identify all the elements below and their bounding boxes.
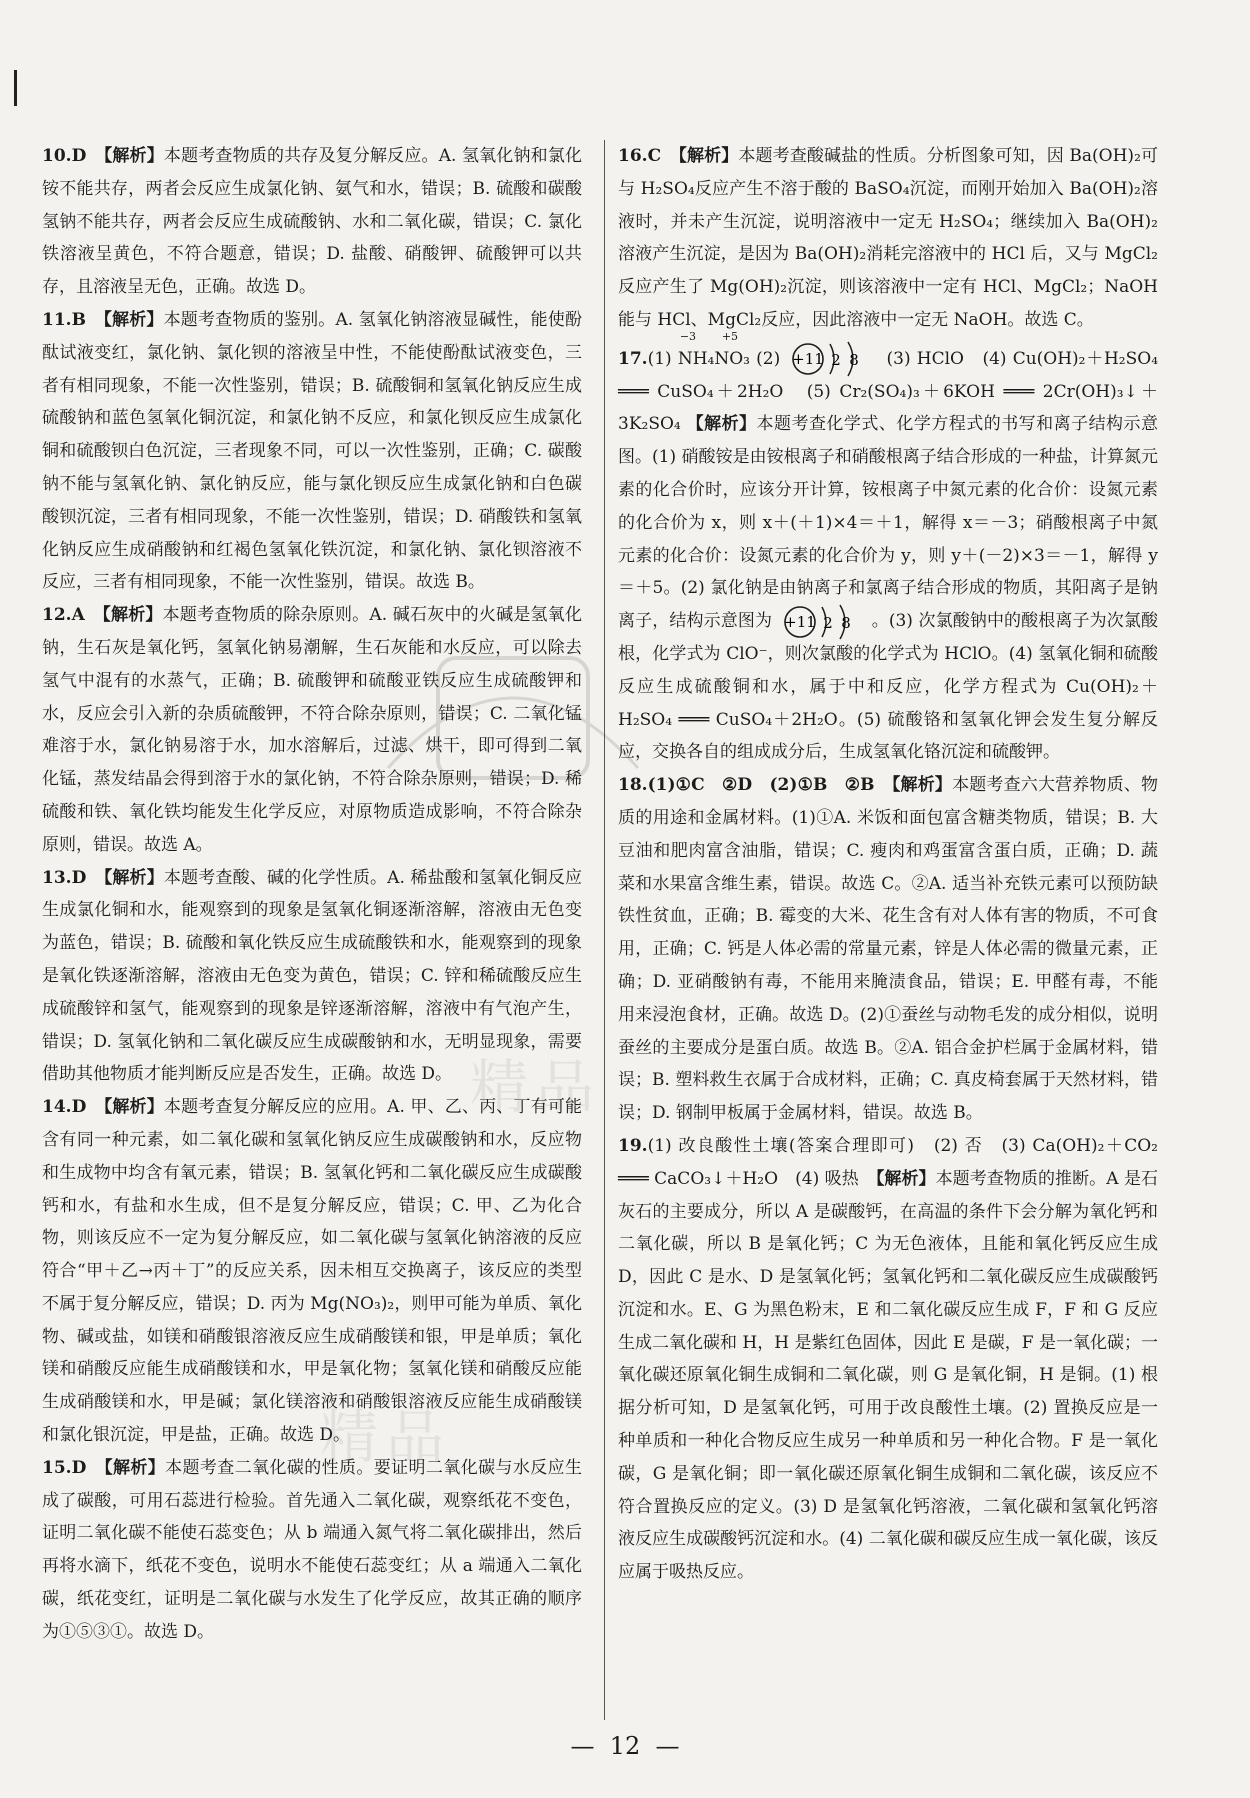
right-column: [618, 140, 1158, 1589]
watermark-text: 精品: [320, 1403, 453, 1471]
sodium-ion-structure-icon: [782, 606, 868, 638]
answer-item-17: 17.(1) −3 +5 NH₄NO₃ (2) +11 2 8 (3) HClO (4) Cu(OH)₂＋H₂SO₄ ═══ CuSO₄＋2H₂O (5) Cr₂(SO₄)₃＋6KOH ═══ 2Cr(OH)₃↓＋3K₂SO₄ 【解析】本题考查化学式、化学方程式的书写和离子结构示意图。(1) 硝酸铵是由铵根离子和硝酸根离子结合形成的一种盐，计算氮元素的化合价时，应该分开计算，铵根离子中氮元素的化合价：设氮元素的化合价为 x，则 x＋(＋1)×4＝＋1，解得 x＝－3；硝酸根离子中氮元素的化合价：设氮元素的化合价为 y，则 y＋(－2)×3＝－1，解得 y＝＋5。(2) 氯化钠是由钠离子和氯离子结合形成的物质，其阳离子是钠离子，结构示意图为 +11 2 8 。(3) 次氯酸钠中的酸根离子为次氯酸根，化学式为 ClO⁻，则次氯酸的化学式为 HClO。(4) 氢氧化铜和硫酸反应生成硫酸铜和水，属于中和反应，化学方程式为 Cu(OH)₂＋H₂SO₄ ═══ CuSO₄＋2H₂O。(5) 硫酸铬和氢氧化钾会发生复分解反应，交换各自的组成成分后，生成氢氧化铬沉淀和硫酸钾。: [618, 329, 1159, 763]
nucleus-charge: +11: [783, 612, 816, 631]
shell-1-electrons: 2: [831, 351, 842, 370]
answer-item: 15.D 【解析】本题考查二氧化碳的性质。要证明二氧化碳与水反应生成了碳酸，可用石蕊进行检验。首先通入二氧化碳，观察纸花不变色，证明二氧化碳不能使石蕊变色；从 b 端通入氮气将二氧化碳排出，然后再将水滴下，纸花不变色，说明水不能使石蕊变红；从 a 端通入二氧化碳，纸花变红，证明是二氧化碳与水发生了化学反应，故其正确的顺序为①⑤③①。故选 D。: [42, 1457, 583, 1642]
shell-2-electrons: 8: [840, 613, 851, 632]
answer-item: 16.C 【解析】本题考查酸碱盐的性质。分析图象可知，因 Ba(OH)₂可与 H₂SO₄反应产生不溶于酸的 BaSO₄沉淀，而刚开始加入 Ba(OH)₂溶液时，并未产生沉淀，说明溶液中一定无 H₂SO₄；继续加入 Ba(OH)₂溶液产生沉淀，是因为 Ba(OH)₂消耗完溶液中的 HCl 后，又与 MgCl₂反应产生了 Mg(OH)₂沉淀，则该溶液中一定有 HCl、MgCl₂；NaOH 能与 HCl、MgCl₂反应，因此溶液中一定无 NaOH。故选 C。: [618, 146, 1159, 330]
margin-mark: [14, 70, 17, 106]
column-divider: [604, 140, 605, 1720]
ammonium-nitrate-formula: −3 +5 NH₄NO₃: [677, 329, 750, 369]
left-column: [42, 140, 582, 1649]
watermark-text: 精品: [470, 1053, 603, 1121]
sodium-ion-structure-icon: [790, 343, 876, 375]
shell-2-electrons: 8: [849, 351, 860, 370]
shell-1-electrons: 2: [822, 613, 833, 632]
answer-item: 10.D 【解析】本题考查物质的共存及复分解反应。A. 氢氧化钠和氯化铵不能共存，两者会反应生成氯化钠、氨气和水，错误；B. 硫酸和碳酸氢钠不能共存，两者会反应生成硫酸钠、水和二氧化碳，错误；C. 氯化铁溶液呈黄色，不符合题意，错误；D. 盐酸、硝酸钾、硫酸钾可以共存，且溶液呈无色，正确。故选 D。: [42, 146, 583, 298]
answer-item: 13.D 【解析】本题考查酸、碱的化学性质。A. 稀盐酸和氢氧化铜反应生成氯化铜和水，能观察到的现象是氢氧化铜逐渐溶解，溶液由无色变为蓝色，错误；B. 硫酸和氧化铁反应生成硫酸铁和水，能观察到的现象是氧化铁逐渐溶解，溶液由无色变为黄色，错误；C. 锌和稀硫酸反应生成硫酸锌和氢气，能观察到的现象是锌逐渐溶解，溶液中有气泡产生，错误；D. 氢氧化钠和二氧化碳反应生成碳酸钠和水，无明显现象，需要借助其他物质才能判断反应是否发生，正确。故选 D。: [42, 867, 583, 1085]
answer-item: 11.B 【解析】本题考查物质的鉴别。A. 氢氧化钠溶液显碱性，能使酚酞试液变红，氯化钠、氯化钡的溶液呈中性，不能使酚酞试液变色，三者有相同现象，不能一次性鉴别，错误；B. 硫酸铜和氢氧化钠反应生成硫酸钠和蓝色氢氧化铜沉淀，和氯化钠不反应，和氯化钡反应生成氯化铜和硫酸钡白色沉淀，三者现象不同，可以一次性鉴别，正确；C. 碳酸钠不能与氢氧化钠、氯化钠反应，能与氯化钡反应生成氯化钠和白色碳酸钡沉淀，三者有相同现象，不能一次性鉴别，错误；D. 硝酸铁和氢氧化钠反应生成硝酸钠和红褐色氢氧化铁沉淀，和氯化钠、氯化钡溶液不反应，三者有相同现象，不能一次性鉴别，错误。故选 B。: [42, 309, 583, 593]
answer-item: 19.(1) 改良酸性土壤(答案合理即可) (2) 否 (3) Ca(OH)₂＋CO₂ ═══ CaCO₃↓＋H₂O (4) 吸热 【解析】本题考查物质的推断。A 是石灰石的主要成分，所以 A 是碳酸钙，在高温的条件下会分解为氧化钙和二氧化碳，所以 B 是氧化钙；C 为无色液体，且能和氧化钙反应生成 D，因此 C 是水、D 是氢氧化钙；氢氧化钙和二氧化碳反应生成碳酸钙沉淀和水。E、G 为黑色粉末，E 和二氧化碳反应生成 F，F 和 G 反应生成二氧化碳和 H，H 是紫红色固体，因此 E 是碳，F 是一氧化碳；一氧化碳还原氧化铜生成铜和二氧化碳，则 G 是氧化铜，H 是铜。(1) 根据分析可知，D 是氢氧化钙，可用于改良酸性土壤。(2) 置换反应是一种单质和一种化合物反应生成另一种单质和另一种化合物。F 是一氧化碳，G 是氧化铜；即一氧化碳还原氧化铜生成铜和二氧化碳，该反应不符合置换反应的定义。(3) D 是氢氧化钙溶液，二氧化碳和氢氧化钙溶液反应生成碳酸钙沉淀和水。(4) 二氧化碳和碳反应生成一氧化碳，该反应属于吸热反应。: [618, 1135, 1159, 1583]
answer-item: 12.A 【解析】本题考查物质的除杂原则。A. 碱石灰中的火碱是氢氧化钠，生石灰是氧化钙，氢氧化钠易潮解，生石灰能和水反应，可以除去氢气中混有的水蒸气，正确；B. 硫酸钾和硫酸亚铁反应生成硫酸钾和水，反应会引入新的杂质硫酸钾，不符合除杂原则，错误；C. 二氧化锰难溶于水，氯化钠易溶于水，加水溶解后，过滤、烘干，即可得到二氧化锰，蒸发结晶会得到溶于水的氯化钠，不符合除杂原则，错误；D. 稀硫酸和铁、氧化铁均能发生化学反应，对原物质造成影响，不符合除杂原则，错误。故选 A。: [42, 605, 583, 855]
answer-item: 18.(1)①C ②D (2)①B ②B 【解析】本题考查六大营养物质、物质的用途和金属材料。(1)①A. 米饭和面包富含糖类物质，错误；B. 大豆油和肥肉富含油脂，错误；C. 瘦肉和鸡蛋富含蛋白质，正确；D. 蔬菜和水果富含维生素，错误。故选 C。②A. 适当补充铁元素可以预防缺铁性贫血，正确；B. 霉变的大米、花生含有对人体有害的物质，不可食用，正确；C. 钙是人体必需的常量元素，锌是人体必需的微量元素，正确；D. 亚硝酸钠有毒，不能用来腌渍食品，错误；E. 甲醛有毒，不能用来浸泡食材，正确。故选 D。(2)①蚕丝与动物毛发的成分相似，说明蚕丝的主要成分是蛋白质。故选 B。②A. 铝合金护栏属于金属材料，错误；B. 塑料救生衣属于合成材料，正确；C. 真皮椅套属于天然材料，错误；D. 钢制甲板属于金属材料，错误。故选 B。: [618, 775, 1159, 1124]
answer-item: 14.D 【解析】本题考查复分解反应的应用。A. 甲、乙、丙、丁有可能含有同一种元素，如二氧化碳和氢氧化钠反应生成碳酸钠和水，反应物和生成物中均含有氧元素，错误；B. 氢氧化钙和二氧化碳反应生成碳酸钙和水，有盐和水生成，但不是复分解反应，错误；C. 甲、乙为化合物，则该反应不一定为复分解反应，如二氧化碳与氢氧化钠溶液的反应符合“甲＋乙→丙＋丁”的反应关系，因未相互交换离子，该反应的类型不属于复分解反应，错误；D. 丙为 Mg(NO₃)₂，则甲可能为单质、氧化物、碱或盐，如镁和硝酸银溶液反应生成硝酸镁和银，甲是单质；氧化镁和硝酸反应能生成硝酸镁和水，甲是氧化物；氢氧化镁和硝酸反应能生成硝酸镁和水，甲是碱；氯化镁溶液和硝酸银溶液反应能生成硝酸镁和氯化银沉淀，甲是盐，正确。故选 D。: [42, 1097, 583, 1446]
nucleus-charge: +11: [792, 350, 825, 369]
page-number: — 12 —: [570, 1732, 680, 1760]
